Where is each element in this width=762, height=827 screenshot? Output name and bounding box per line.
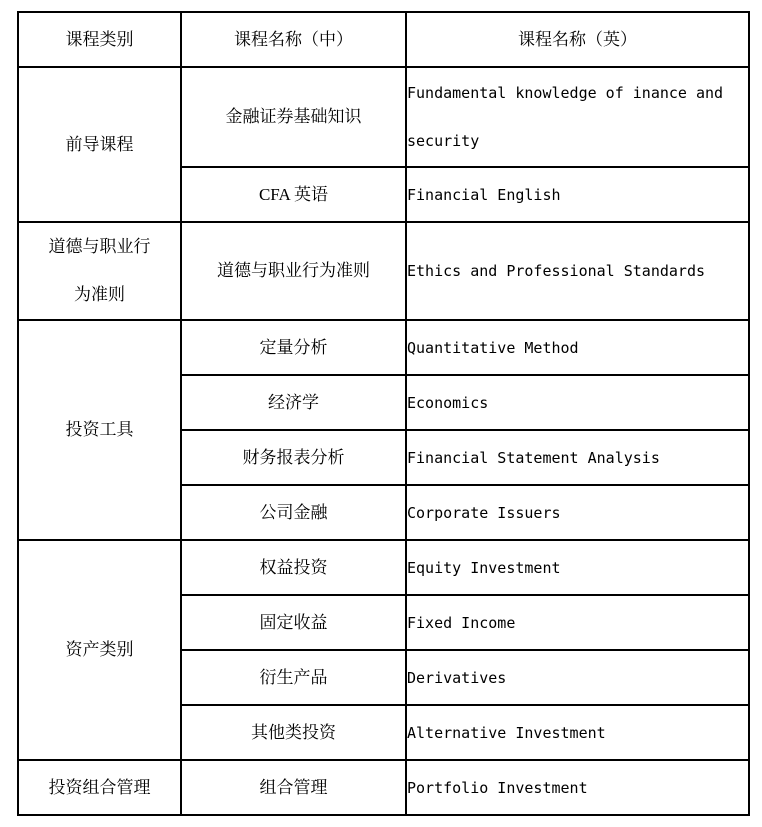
course-zh-cell: 衍生产品 [181, 650, 406, 705]
table-row [18, 222, 749, 320]
course-zh-cell: 公司金融 [181, 485, 406, 540]
category-cell-asset-classes: 资产类别 [18, 540, 181, 760]
course-zh-cell: CFA 英语 [181, 167, 406, 222]
category-cell-ethics: 道德与职业行为准则 [18, 222, 181, 320]
category-cell-investment-tools: 投资工具 [18, 320, 181, 540]
category-cell-portfolio-management: 投资组合管理 [18, 760, 181, 815]
header-course-name-en: 课程名称（英） [406, 12, 749, 67]
category-cell-preparatory: 前导课程 [18, 67, 181, 222]
course-en-cell: Quantitative Method [406, 320, 749, 375]
course-en-cell: Ethics and Professional Standards [406, 222, 749, 320]
table-row [18, 320, 749, 375]
course-en-cell: Alternative Investment [406, 705, 749, 760]
course-en-cell: Derivatives [406, 650, 749, 705]
course-en-cell: Financial English [406, 167, 749, 222]
course-zh-cell: 权益投资 [181, 540, 406, 595]
course-en-cell: Corporate Issuers [406, 485, 749, 540]
course-zh-cell: 组合管理 [181, 760, 406, 815]
course-zh-cell: 经济学 [181, 375, 406, 430]
table-header-row [18, 12, 749, 67]
header-course-name-cn: 课程名称（中） [181, 12, 406, 67]
course-zh-cell: 其他类投资 [181, 705, 406, 760]
table-row [18, 67, 749, 167]
course-en-cell: Fundamental knowledge of inance and security [406, 67, 749, 167]
course-en-cell: Economics [406, 375, 749, 430]
course-en-cell: Portfolio Investment [406, 760, 749, 815]
header-course-category: 课程类别 [18, 12, 181, 67]
course-zh-cell: 固定收益 [181, 595, 406, 650]
table-row [18, 760, 749, 815]
course-zh-cell: 金融证券基础知识 [181, 67, 406, 167]
course-curriculum-table [17, 11, 750, 816]
course-en-cell: Equity Investment [406, 540, 749, 595]
course-en-cell: Financial Statement Analysis [406, 430, 749, 485]
course-en-cell: Fixed Income [406, 595, 749, 650]
course-zh-cell: 定量分析 [181, 320, 406, 375]
course-zh-cell: 财务报表分析 [181, 430, 406, 485]
table-row [18, 540, 749, 595]
course-zh-cell: 道德与职业行为准则 [181, 222, 406, 320]
